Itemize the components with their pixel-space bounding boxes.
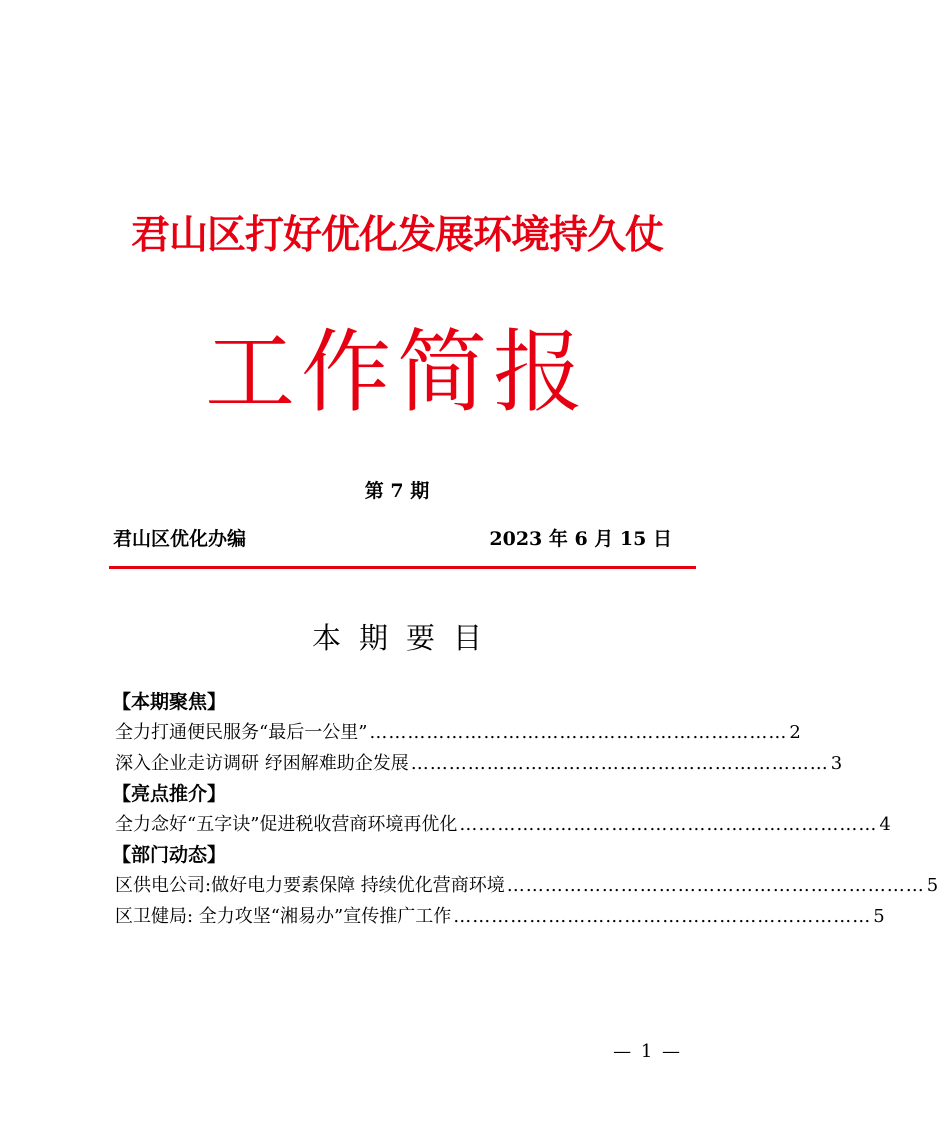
bulletin-title: 工作简报 xyxy=(205,320,589,425)
editor-label: 君山区优化办编 xyxy=(113,528,247,550)
toc-title: 本期要目 xyxy=(311,621,500,655)
toc-entry-title: 区供电公司:做好电力要素保障 持续优化营商环境 xyxy=(115,875,505,896)
toc-entry-title: 全力念好“五字诀”促进税收营商环境再优化 xyxy=(115,814,458,835)
toc-entry-title: 全力打通便民服务“最后一公里” xyxy=(115,722,368,743)
toc-entry-title: 深入企业走访调研 纾困解难助企发展 xyxy=(115,753,409,774)
section-heading: 【亮点推介】 xyxy=(112,783,227,805)
toc-entry[interactable] xyxy=(115,717,801,748)
leader-dots: ………………………………………………………… xyxy=(453,906,872,927)
issue-number: 第 7 期 xyxy=(364,480,430,502)
toc-entry-page: 5 xyxy=(926,875,938,896)
section-heading: 【本期聚焦】 xyxy=(112,691,227,713)
section-heading: 【部门动态】 xyxy=(112,844,227,866)
toc-entry-title: 区卫健局: 全力攻坚“湘易办”宣传推广工作 xyxy=(115,906,452,927)
leader-dots: ………………………………………………………… xyxy=(459,814,878,835)
red-divider-line xyxy=(109,566,696,569)
organization-title: 君山区打好优化发展环境持久仗 xyxy=(130,213,663,258)
toc-entry-page: 4 xyxy=(879,814,891,835)
toc-entry-page: 3 xyxy=(830,753,843,774)
issue-date: 2023 年 6 月 15 日 xyxy=(489,528,672,550)
toc-entry-page: 2 xyxy=(789,722,801,743)
toc-entry-page: 5 xyxy=(873,906,885,927)
toc-section xyxy=(112,779,891,840)
toc-entry[interactable] xyxy=(115,870,938,901)
toc-section xyxy=(112,687,843,779)
page-number: — 1 — xyxy=(613,1041,682,1062)
toc-entry[interactable] xyxy=(115,901,885,932)
toc-entry[interactable] xyxy=(115,748,843,779)
table-of-contents xyxy=(112,687,938,932)
leader-dots: ………………………………………………………… xyxy=(410,753,829,774)
toc-entry[interactable] xyxy=(115,809,891,840)
toc-section xyxy=(112,840,938,932)
leader-dots: ………………………………………………………… xyxy=(506,875,925,896)
leader-dots: ………………………………………………………… xyxy=(369,722,788,743)
